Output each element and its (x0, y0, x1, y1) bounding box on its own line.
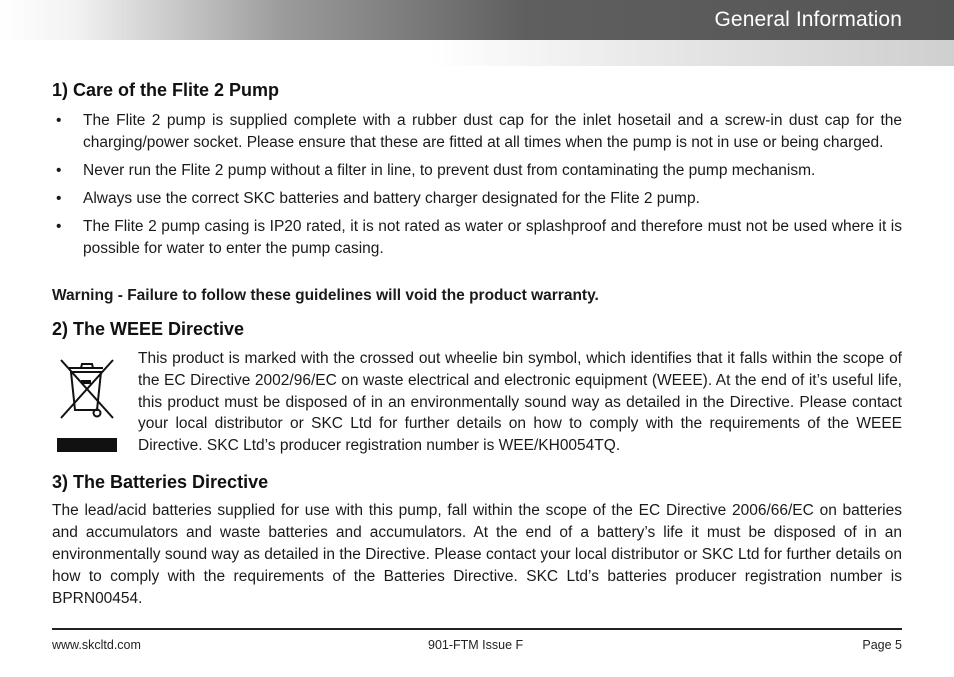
list-item (52, 188, 902, 210)
list-item (52, 216, 902, 260)
footer-divider (52, 628, 902, 630)
section-heading-care: 1) Care of the Flite 2 Pump (52, 80, 280, 100)
footer-website: www.skcltd.com (52, 638, 141, 652)
care-bullet-list (52, 110, 902, 266)
bullet-marker: • (56, 218, 62, 235)
list-item-text: The Flite 2 pump casing is IP20 rated, it is not rated as water or splashproof and therefore must not be used where it is possible for water to enter the pump casing. (83, 218, 902, 257)
section-heading-batteries: 3) The Batteries Directive (52, 472, 269, 492)
bullet-marker: • (56, 112, 62, 129)
bullet-marker: • (56, 162, 62, 179)
page-title: General Information (714, 8, 902, 31)
batteries-paragraph: The lead/acid batteries supplied for use with this pump, fall within the scope of the EC Directive 2006/66/EC on batteries and accumulators and waste batteries and accumulators. At the end of a battery’s life it must be disposed of in an environmentally sound way as detailed in the Directive. Please contact your local distributor or SKC Ltd for further details on how to comply with the requirements of the Batteries Directive. SKC Ltd’s batteries producer registration number is BPRN00454. (52, 502, 902, 607)
weee-paragraph: This product is marked with the crossed out wheelie bin symbol, which identifies that it falls within the scope of the EC Directive 2002/96/EC on waste electrical and electronic equipment (WEEE). At the end of it’s useful life, this product must be disposed of in an environmentally sound way as detailed in the Directive. Please contact your local distributor or SKC Ltd for further details on how to comply with the requirements of the WEEE Directive. SKC Ltd’s producer registration number is WEE/KH0054TQ. (138, 350, 902, 455)
list-item (52, 160, 902, 182)
bullet-marker: • (56, 190, 62, 207)
section-heading-weee: 2) The WEEE Directive (52, 319, 245, 339)
crossed-out-wheelie-bin-icon (55, 352, 119, 456)
footer-page-number: Page 5 (862, 638, 902, 652)
list-item-text: The Flite 2 pump is supplied complete with a rubber dust cap for the inlet hosetail and a screw-in dust cap for the charging/power socket. Please ensure that these are fitted at all times when the pump is not in use or being charged. (83, 112, 902, 151)
header-subband (0, 40, 954, 66)
list-item (52, 110, 902, 154)
list-item-text: Always use the correct SKC batteries and battery charger designated for the Flite 2 pump. (83, 190, 700, 207)
warranty-warning: Warning - Failure to follow these guidelines will void the product warranty. (52, 287, 599, 304)
footer-doc-id: 901-FTM Issue F (428, 638, 524, 652)
list-item-text: Never run the Flite 2 pump without a filter in line, to prevent dust from contaminating the pump mechanism. (83, 162, 816, 179)
